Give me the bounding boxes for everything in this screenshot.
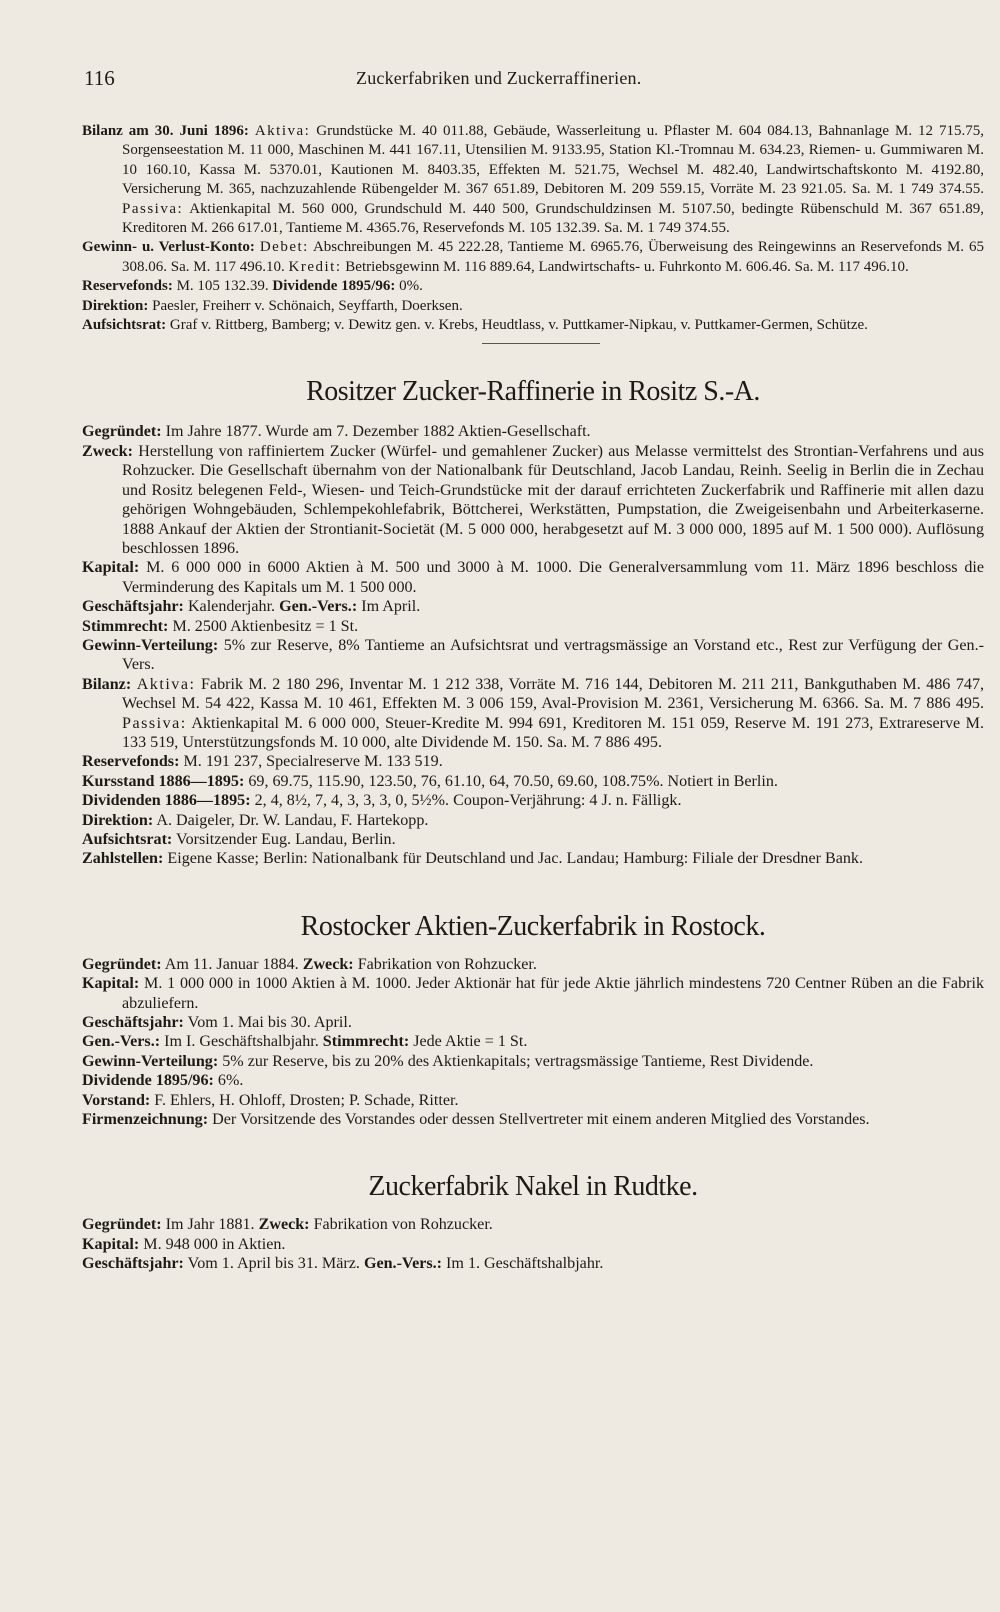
entry-label: Kapital: (82, 975, 140, 993)
entry-text: Im Jahre 1877. Wurde am 7. Dezember 1882 Aktien-Gesellschaft. (165, 423, 591, 441)
gv-kredit-text: Betriebsgewinn M. 116 889.64, Landwirtschafts- u. Fuhrkonto M. 606.46. Sa. M. 117 496.10. (345, 258, 909, 275)
entry-label: Direktion: (82, 811, 154, 829)
entry-bilanz (82, 675, 984, 753)
entry-reservefonds-dividende (82, 277, 984, 296)
entry-aufsichtsrat (82, 830, 984, 849)
entry-text: Im 1. Geschäftshalbjahr. (446, 1255, 604, 1273)
passiva-label: Passiva: (122, 200, 184, 217)
entry-label: Dividenden 1886—1895: (82, 792, 251, 810)
entry-label: Gegründet: (82, 955, 162, 973)
bilanz-passiva-text: Aktienkapital M. 6 000 000, Steuer-Kredite M. 994 691, Kreditoren M. 151 059, Reserve M. 191 273, Extrareserve M. 133 519, Unterstützungsfonds M. 10 000, alte Dividende M. 150. Sa. M. 7 886 495. (122, 714, 984, 751)
entry-text: F. Ehlers, H. Ohloff, Drosten; P. Schade, Ritter. (154, 1091, 459, 1109)
passiva-label: Passiva: (122, 714, 187, 732)
entry-gewinn-verlust (82, 238, 984, 277)
entry-label: Gewinn-Verteilung: (82, 1052, 219, 1070)
entry-kapital (82, 558, 984, 597)
entry-label: Gen.-Vers.: (363, 1255, 443, 1273)
entry-label: Bilanz: (82, 675, 132, 693)
entry-text: Fabrikation von Rohzucker. (313, 1216, 493, 1234)
bilanz-aktiva-text: Fabrik M. 2 180 296, Inventar M. 1 212 338, Vorräte M. 716 144, Debitoren M. 211 211, Bankguthaben M. 486 747, Wechsel M. 54 422, Kassa M. 10 461, Effekten M. 3 006 159, Aval-Provision M. 2361, Versicherung M. 6366. Sa. M. 7 886 495. (122, 675, 985, 713)
aktiva-label: Aktiva: (254, 123, 311, 139)
entry-dividenden (82, 791, 984, 810)
page-header (84, 66, 984, 96)
company-nakel (82, 1169, 984, 1273)
entry-text: M. 948 000 in Aktien. (143, 1235, 286, 1253)
entry-text: 6%. (217, 1072, 244, 1090)
entry-vorstand (82, 1091, 984, 1110)
entry-text: Paesler, Freiherr v. Schönaich, Seyffarth, Doerksen. (152, 297, 463, 314)
entry-text: M. 191 237, Specialreserve M. 133 519. (183, 753, 443, 771)
entry-direktion (82, 297, 984, 316)
entry-label: Gen.-Vers.: (279, 598, 358, 616)
entry-reservefonds (82, 752, 984, 771)
entry-gegruendet (82, 422, 984, 441)
entry-label: Aufsichtsrat: (82, 831, 173, 848)
entry-text: Am 11. Januar 1884. (164, 955, 299, 973)
entry-zweck (82, 442, 984, 558)
entry-direktion (82, 811, 984, 830)
entry-geschaeftsjahr (82, 1013, 984, 1032)
entry-text: Der Vorsitzende des Vorstandes oder dessen Stellvertreter mit einem anderen Mitglied des Vorstandes. (212, 1111, 870, 1129)
entry-label: Kursstand 1886—1895: (82, 772, 245, 790)
entry-text: 69, 69.75, 115.90, 123.50, 76, 61.10, 64, 70.50, 69.60, 108.75%. Notiert in Berlin. (248, 772, 778, 790)
entry-text: Im April. (361, 598, 421, 616)
entry-text: Im I. Geschäftshalbjahr. (164, 1033, 319, 1051)
entry-label: Geschäftsjahr: (82, 1255, 184, 1273)
entry-geschaeftsjahr (82, 597, 984, 616)
entry-text: Vom 1. April bis 31. März. (187, 1255, 360, 1273)
entry-label: Zweck: (302, 955, 354, 973)
entry-kursstand (82, 772, 984, 791)
entry-text: M. 105 132.39. (176, 278, 269, 295)
entry-dividende (82, 1071, 984, 1090)
running-title: Zuckerfabriken und Zuckerraffinerien. (356, 68, 642, 88)
entry-label: Stimmrecht: (82, 617, 169, 635)
kredit-label: Kredit: (288, 258, 342, 275)
entry-label: Gewinn- u. Verlust-Konto: (82, 239, 255, 256)
entry-label: Geschäftsjahr: (82, 1014, 184, 1032)
entry-label: Gewinn-Verteilung: (82, 636, 219, 654)
entry-text: Jede Aktie = 1 St. (413, 1033, 528, 1051)
entry-label: Geschäftsjahr: (82, 598, 184, 616)
entry-label: Gen.-Vers.: (82, 1033, 161, 1051)
entry-label: Direktion: (82, 297, 149, 314)
entry-gewinn-verteilung (82, 636, 984, 675)
entry-text: 0%. (399, 278, 423, 295)
entry-zahlstellen (82, 849, 984, 868)
entry-stimmrecht (82, 617, 984, 636)
entry-gegruendet (82, 1215, 984, 1234)
entry-text: Herstellung von raffiniertem Zucker (Würfel- und gemahlener Zucker) aus Melasse vermittelst des Strontian-Verfahrens und aus Rohzucker. Die Gesellschaft übernahm von der Nationalbank für Deutschland, Jacob Landau, Reinh. Seelig in Berlin die in Zechau und Rositz belegenen Feld-, Wiesen- und Teich-Grundstücke mit der darauf errichteten Zuckerfabrik und Raffinerie mit allen dazu gehörigen Wohngebäuden, Schlempekohlefabrik, Böttcherei, Werkstätten, Pumpstation, die Zweigeisenbahn und Arbeiterkaserne. 1888 Ankauf der Aktien der Strontianit-Societät (M. 5 000 000, herabgesetzt auf M. 3 000 000, 1895 auf M. 1 500 000). Auflösung beschlossen 1896. (122, 442, 984, 557)
page-number: 116 (84, 66, 115, 90)
entry-label: Zweck: (258, 1216, 310, 1234)
entry-label: Vorstand: (82, 1091, 151, 1109)
entry-label: Aufsichtsrat: (82, 317, 167, 334)
entry-kapital (82, 1235, 984, 1254)
entry-text: Kalenderjahr. (187, 598, 276, 616)
entry-text: 5% zur Reserve, 8% Tantieme an Aufsichtsrat und vertragsmässige an Vorstand etc., Rest zur Verfügung der Gen.-Vers. (122, 636, 984, 674)
bilanz-aktiva-text: Grundstücke M. 40 011.88, Gebäude, Wasserleitung u. Pflaster M. 604 084.13, Bahnanlage M. 12 715.75, Sorgenseestation M. 11 000, Maschinen M. 441 167.11, Utensilien M. 9133.95, Station Kl.-Tromnau M. 634.23, Riemen- u. Gummiwaren M. 10 160.10, Kassa M. 5370.01, Kautionen M. 8403.35, Effekten M. 521.75, Wechsel M. 482.40, Landwirtschaftskonto M. 4192.80, Versicherung M. 365, nachzuzahlende Rübengelder M. 367 651.89, Debitoren M. 209 559.15, Vorräte M. 23 921.05. Sa. M. 1 749 374.55. (122, 123, 985, 198)
entry-label: Stimmrecht: (322, 1033, 410, 1051)
entry-label: Gegründet: (82, 1216, 162, 1234)
section-divider (482, 343, 600, 344)
entry-label: Zahlstellen: (82, 850, 164, 868)
entry-label: Kapital: (82, 1235, 140, 1253)
prev-company-section (82, 122, 984, 335)
entry-text: 5% zur Reserve, bis zu 20% des Aktienkapitals; vertragsmässige Tantieme, Rest Dividende. (222, 1052, 814, 1070)
entry-label: Bilanz am 30. Juni 1896: (82, 123, 249, 139)
entry-geschaeftsjahr (82, 1254, 984, 1273)
company-rostock (82, 909, 984, 1130)
bilanz-passiva-text: Aktienkapital M. 560 000, Grundschuld M. 440 500, Grundschuldzinsen M. 5107.50, bedingte Rübenschuld M. 367 651.89, Kreditoren M. 266 617.01, Tantieme M. 4365.76, Reservefonds M. 105 132.39. Sa. M. 1 749 374.55. (122, 200, 984, 237)
entry-label: Zweck: (82, 442, 133, 460)
entry-text: 2, 4, 8½, 7, 4, 3, 3, 3, 0, 5½%. Coupon-Verjährung: 4 J. n. Fälligk. (254, 792, 682, 810)
entry-text: M. 1 000 000 in 1000 Aktien à M. 1000. Jeder Aktionär hat für jede Aktie jährlich mindestens 720 Centner Rüben an die Fabrik abzuliefern. (122, 975, 984, 1012)
entry-label: Dividende 1895/96: (82, 1072, 214, 1090)
entry-label: Reservefonds: (82, 753, 180, 771)
company-rositz (82, 374, 984, 868)
entry-text: A. Daigeler, Dr. W. Landau, F. Hartekopp. (156, 811, 429, 829)
entry-kapital (82, 974, 984, 1013)
entry-text: Fabrikation von Rohzucker. (357, 955, 537, 973)
page-body (82, 122, 984, 1274)
aktiva-label: Aktiva: (136, 675, 196, 693)
entry-text: Im Jahr 1881. (165, 1216, 255, 1234)
entry-firmenzeichnung (82, 1110, 984, 1129)
entry-text: M. 6 000 000 in 6000 Aktien à M. 500 und 3000 à M. 1000. Die Generalversammlung vom 11. März 1896 beschloss die Verminderung des Kapitals um M. 1 500 000. (122, 559, 985, 596)
entry-text: M. 2500 Aktienbesitz = 1 St. (172, 617, 359, 635)
entry-label: Kapital: (82, 559, 140, 577)
entry-text: Eigene Kasse; Berlin: Nationalbank für Deutschland und Jac. Landau; Hamburg: Filiale der Dresdner Bank. (167, 850, 863, 868)
gv-debet-text: Abschreibungen M. 45 222.28, Tantieme M. 6965.76, Überweisung des Reingewinns an Reservefonds M. 65 308.06. Sa. M. 117 496.10. (122, 239, 984, 275)
company-title: Rostocker Aktien-Zuckerfabrik in Rostock. (300, 910, 766, 942)
entry-label: Dividende 1895/96: (272, 278, 396, 295)
entry-aufsichtsrat (82, 316, 984, 335)
entry-bilanz (82, 122, 984, 238)
entry-label: Gegründet: (82, 423, 162, 441)
entry-gewinn-verteilung (82, 1052, 984, 1071)
entry-label: Firmenzeichnung: (82, 1111, 209, 1129)
entry-text: Vorsitzender Eug. Landau, Berlin. (176, 831, 396, 848)
entry-gegruendet (82, 955, 984, 974)
entry-text: Vom 1. Mai bis 30. April. (187, 1014, 352, 1032)
company-title: Rositzer Zucker-Raffinerie in Rositz S.-A. (306, 376, 760, 408)
entry-label: Reservefonds: (82, 278, 173, 295)
company-title: Zuckerfabrik Nakel in Rudtke. (368, 1171, 698, 1203)
debet-label: Debet: (259, 239, 309, 256)
entry-text: Graf v. Rittberg, Bamberg; v. Dewitz gen. v. Krebs, Heudtlass, v. Puttkamer-Nipkau, v. Puttkamer-Germen, Schütze. (169, 317, 868, 334)
entry-genvers (82, 1032, 984, 1051)
